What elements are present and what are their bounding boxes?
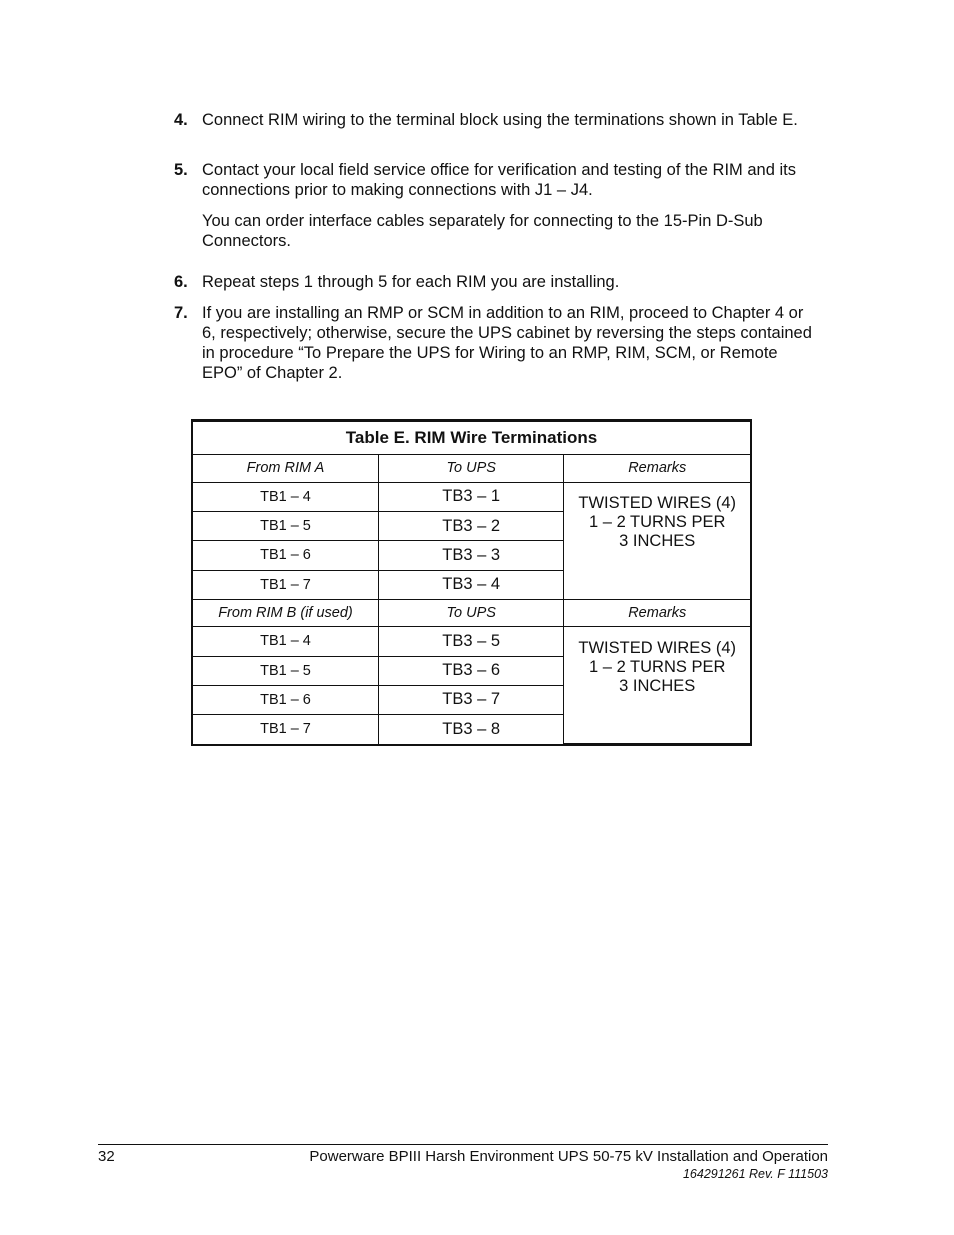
from-terminal: TB1 – 7 <box>193 570 378 599</box>
remark-line: TWISTED WIRES (4) <box>578 494 737 513</box>
from-terminal: TB1 – 5 <box>193 511 378 540</box>
step-number: 6. <box>174 273 188 291</box>
step-text: Repeat steps 1 through 5 for each RIM you are installing. <box>202 273 620 291</box>
remarks-cell <box>564 482 750 599</box>
to-terminal: TB3 – 8 <box>378 715 563 744</box>
step-text: If you are installing an RMP or SCM in addition to an RIM, proceed to Chapter 4 or 6, respectively; otherwise, secure the UPS cabinet by reversing the steps contained in procedure “To Prepare the UPS for Wiring to an RMP, RIM, SCM, or Remote EPO” of Chapter 2. <box>202 304 812 382</box>
header-remarks: Remarks <box>564 599 750 626</box>
step-text: Contact your local field service office for verification and testing of the RIM and its connections prior to making connections with J1 – J4. <box>202 161 796 199</box>
to-terminal: TB3 – 7 <box>378 685 563 714</box>
remark-line: 1 – 2 TURNS PER <box>589 513 726 532</box>
from-terminal: TB1 – 4 <box>193 627 378 656</box>
step-number: 5. <box>174 161 188 179</box>
to-terminal: TB3 – 1 <box>378 482 563 511</box>
table-title: Table E. RIM Wire Terminations <box>193 422 750 455</box>
header-from-rim-a: From RIM A <box>193 455 378 482</box>
step-number: 4. <box>174 111 188 129</box>
document-revision: 164291261 Rev. F 111503 <box>682 1167 828 1181</box>
step-6 <box>174 272 814 292</box>
to-terminal: TB3 – 3 <box>378 541 563 570</box>
step-7 <box>174 303 814 383</box>
from-terminal: TB1 – 7 <box>193 715 378 744</box>
table-row <box>193 627 750 656</box>
remark-line: TWISTED WIRES (4) <box>578 638 737 657</box>
header-to-ups: To UPS <box>378 455 563 482</box>
table-header-row-a <box>193 455 750 482</box>
table-header-row-b <box>193 599 750 626</box>
header-to-ups: To UPS <box>378 599 563 626</box>
header-from-rim-b: From RIM B (if used) <box>193 599 378 626</box>
remark-line: 3 INCHES <box>619 676 696 695</box>
from-terminal: TB1 – 6 <box>193 685 378 714</box>
to-terminal: TB3 – 4 <box>378 570 563 599</box>
to-terminal: TB3 – 6 <box>378 656 563 685</box>
page-number: 32 <box>98 1148 115 1165</box>
document-title: Powerware BPIII Harsh Environment UPS 50-75 kV Installation and Operation <box>309 1148 828 1165</box>
step-5 <box>174 160 814 251</box>
to-terminal: TB3 – 2 <box>378 511 563 540</box>
remark-line: 3 INCHES <box>619 532 696 551</box>
from-terminal: TB1 – 4 <box>193 482 378 511</box>
remark-line: 1 – 2 TURNS PER <box>589 657 726 676</box>
footer-divider <box>98 1144 828 1145</box>
step-number: 7. <box>174 304 188 322</box>
step-4 <box>174 110 814 130</box>
remarks-cell <box>564 627 750 744</box>
to-terminal: TB3 – 5 <box>378 627 563 656</box>
table-row <box>193 482 750 511</box>
from-terminal: TB1 – 6 <box>193 541 378 570</box>
from-terminal: TB1 – 5 <box>193 656 378 685</box>
rim-wire-terminations-table <box>191 419 752 746</box>
header-remarks: Remarks <box>564 455 750 482</box>
step-text: Connect RIM wiring to the terminal block using the terminations shown in Table E. <box>202 111 798 129</box>
step-note: You can order interface cables separately for connecting to the 15-Pin D-Sub Connectors. <box>202 212 763 250</box>
